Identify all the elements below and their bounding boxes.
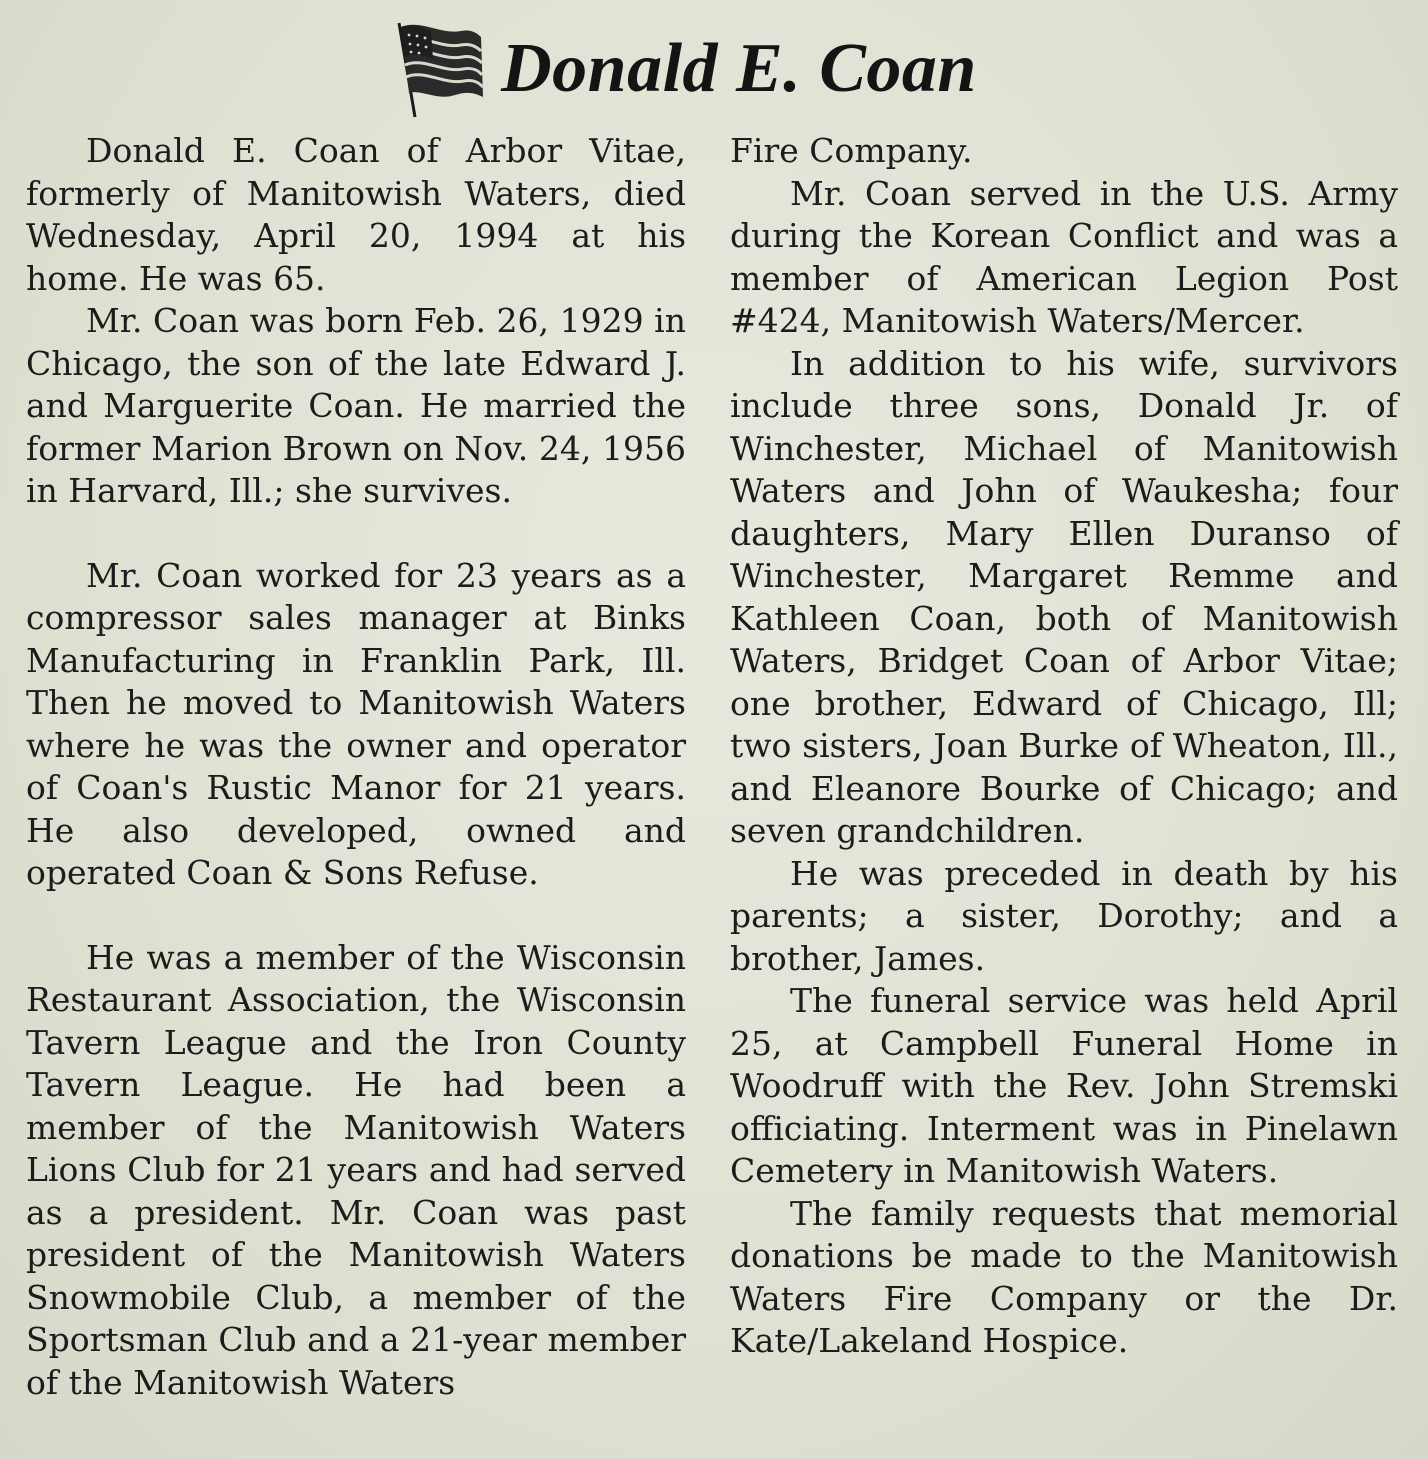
paragraph-memorial-donations: The family requests that memorial donations be made to the Manitowish Waters Fire Company or the Dr. Kate/Lakeland Hospice.: [730, 1193, 1398, 1360]
paragraph-preceded-in-death: He was preceded in death by his parents; a sister, Dorothy; and a brother, James.: [730, 853, 1398, 978]
obituary-title: Donald E. Coan: [501, 30, 977, 107]
paragraph-memberships: He was a member of the Wisconsin Restaurant Association, the Wisconsin Tavern League and the Iron County Tavern League. He had been a member of the Manitowish Waters Lions Club for 21 years and had served as a president. Mr. Coan was past president of the Manitowish Waters Snowmobile Club, a member of the Sportsman Club and a 21-year member of the Manitowish Waters: [26, 937, 686, 1402]
right-column: [730, 130, 1398, 1363]
paragraph-continuation: Fire Company.: [730, 131, 973, 170]
paragraph-military-service: Mr. Coan served in the U.S. Army during the Korean Conflict and was a member of American Legion Post #424, Manitowish Waters/Mercer.: [730, 173, 1398, 340]
paragraph-funeral-service: The funeral service was held April 25, at Campbell Funeral Home in Woodruff with the Rev. John Stremski officiating. Interment was in Pinelawn Cemetery in Manitowish Waters.: [730, 981, 1398, 1190]
paragraph-death-notice: Donald E. Coan of Arbor Vitae, formerly of Manitowish Waters, died Wednesday, April 20, 1994 at his home. He was 65.: [26, 131, 686, 298]
paragraph-birth-marriage: Mr. Coan was born Feb. 26, 1929 in Chicago, the son of the late Edward J. and Marguerite Coan. He married the former Marion Brown on Nov. 24, 1956 in Harvard, Ill.; she survives.: [26, 301, 686, 510]
left-column: [26, 130, 686, 1404]
paragraph-survivors: In addition to his wife, survivors include three sons, Donald Jr. of Winchester, Michael of Manitowish Waters and John of Waukesha; four daughters, Mary Ellen Duranso of Winchester, Margaret Remme and Kathleen Coan, both of Manitowish Waters, Bridget Coan of Arbor Vitae; one brother, Edward of Chicago, Ill; two sisters, Joan Burke of Wheaton, Ill., and Eleanore Bourke of Chicago; and seven grandchildren.: [730, 343, 1398, 850]
paragraph-career: Mr. Coan worked for 23 years as a compressor sales manager at Binks Manufacturing in Franklin Park, Ill. Then he moved to Manitowish Waters where he was the owner and operator of Coan's Rustic Manor for 21 years. He also developed, owned and operated Coan & Sons Refuse.: [26, 555, 686, 892]
obituary-header: [0, 14, 1428, 124]
american-flag-icon: [391, 19, 487, 119]
